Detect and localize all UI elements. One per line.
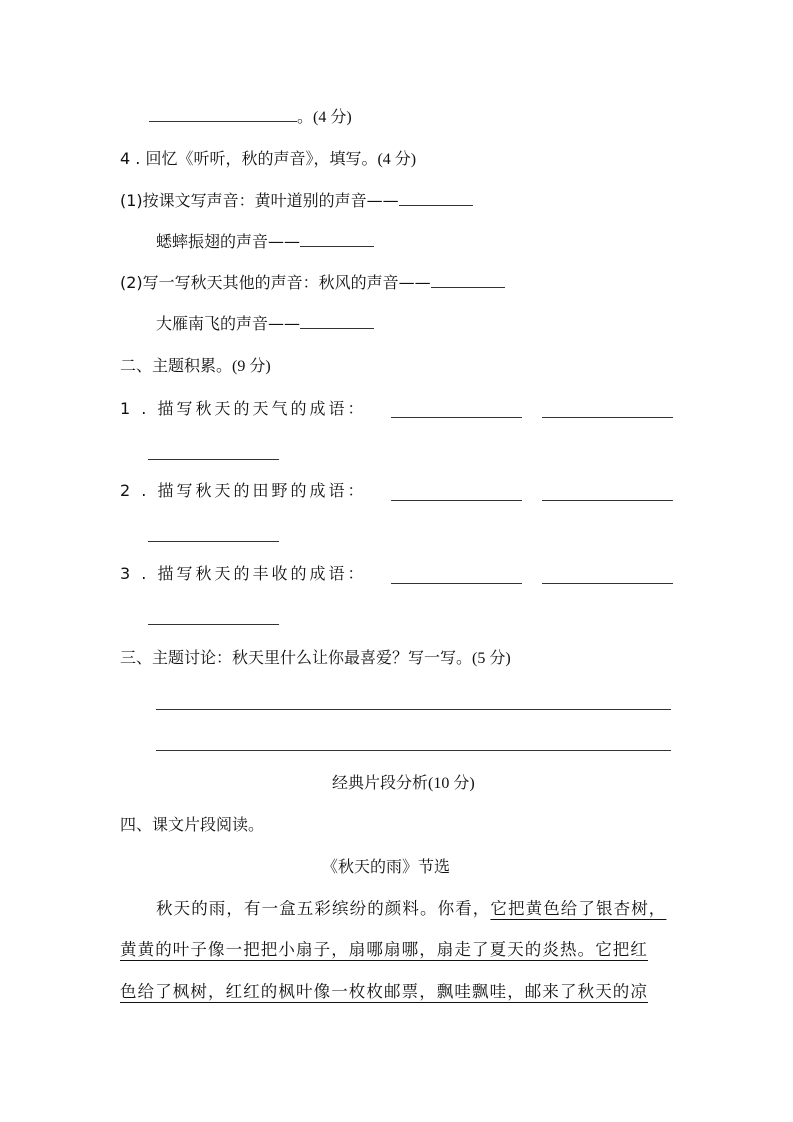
section2-item-3-blank-2[interactable] bbox=[542, 583, 673, 584]
q4-sub1-line2: 蟋蟀振翅的声音—— bbox=[156, 232, 301, 251]
q4-sub1-label: (1)按课文写声音：黄叶道别的声音—— bbox=[120, 191, 399, 210]
q4-sub1-row2 bbox=[156, 232, 374, 252]
section2-item-2-blank-3[interactable] bbox=[148, 541, 279, 542]
section2-item-2 bbox=[120, 481, 366, 501]
section4-heading bbox=[120, 815, 264, 835]
item-text: 描写秋天的田野的成语： bbox=[157, 481, 367, 500]
section2-item-2-blank-1[interactable] bbox=[391, 500, 522, 501]
part-heading bbox=[332, 773, 475, 794]
section2-item-2-blank-2[interactable] bbox=[542, 500, 673, 501]
q3-period: 。 bbox=[297, 107, 314, 126]
q4-score: (4 分) bbox=[377, 151, 417, 168]
q4-sub2-blank-2[interactable] bbox=[300, 314, 374, 329]
section2-item-3-blank-3[interactable] bbox=[148, 624, 279, 625]
passage-line-1-underlined: 它把黄色给了银杏树， bbox=[490, 899, 667, 918]
part-heading-score: (10 分) bbox=[428, 775, 475, 792]
q3-answer-blank[interactable] bbox=[149, 107, 297, 122]
item-number: 3 . bbox=[120, 564, 150, 583]
section2-item-1-blank-1[interactable] bbox=[391, 417, 522, 418]
passage-line-1-plain: 秋天的雨，有一盒五彩缤纷的颜料。你看， bbox=[156, 899, 491, 918]
section2-title: 二、主题积累。 bbox=[120, 356, 233, 375]
q4-number: 4 . bbox=[120, 149, 141, 168]
q4-sub2-blank-1[interactable] bbox=[431, 273, 505, 288]
section3-heading bbox=[120, 648, 511, 669]
q4-sub2-row2 bbox=[156, 314, 374, 334]
item-text: 描写秋天的天气的成语： bbox=[157, 399, 367, 418]
q3-answer-row bbox=[149, 107, 352, 128]
q4-sub2-label: (2)写一写秋天其他的声音：秋风的声音—— bbox=[120, 273, 431, 292]
section3-title: 三、主题讨论：秋天里什么让你最喜爱？写一写。 bbox=[120, 648, 473, 667]
passage-title-text: 《秋天的雨》节选 bbox=[322, 857, 451, 876]
section2-heading bbox=[120, 356, 271, 377]
section2-item-1-blank-3[interactable] bbox=[148, 459, 279, 460]
section3-answer-line-2[interactable] bbox=[156, 750, 671, 751]
section2-score: (9 分) bbox=[232, 358, 271, 375]
passage-title bbox=[322, 857, 450, 877]
q4-sub1-blank-2[interactable] bbox=[300, 232, 374, 247]
item-number: 1 . bbox=[120, 399, 150, 418]
section4-title: 四、课文片段阅读。 bbox=[120, 815, 265, 834]
q4-sub2-line2: 大雁南飞的声音—— bbox=[156, 314, 301, 333]
section2-item-3-blank-1[interactable] bbox=[391, 583, 522, 584]
section2-item-1-blank-2[interactable] bbox=[542, 417, 673, 418]
q4-heading bbox=[120, 149, 416, 170]
q4-sub1-row bbox=[120, 191, 473, 211]
section3-score: (5 分) bbox=[472, 650, 511, 667]
q4-prompt: 回忆《听听，秋的声音》，填写。 bbox=[145, 149, 378, 168]
section3-answer-line-1[interactable] bbox=[156, 709, 671, 710]
passage-line-3: 色给了枫树，红红的枫叶像一枚枚邮票，飘哇飘哇，邮来了秋天的凉 bbox=[120, 982, 648, 1001]
section2-item-3 bbox=[120, 564, 366, 584]
q3-score: (4 分) bbox=[313, 109, 352, 126]
item-number: 2 . bbox=[120, 481, 150, 500]
part-heading-title: 经典片段分析 bbox=[332, 773, 429, 792]
item-text: 描写秋天的丰收的成语： bbox=[157, 564, 367, 583]
passage-line-1 bbox=[156, 899, 709, 919]
section2-item-1 bbox=[120, 399, 366, 419]
passage-line-2: 黄黄的叶子像一把把小扇子，扇哪扇哪，扇走了夏天的炎热。它把红 bbox=[120, 940, 648, 959]
q4-sub1-blank-1[interactable] bbox=[399, 191, 473, 206]
q4-sub2-row bbox=[120, 273, 505, 293]
